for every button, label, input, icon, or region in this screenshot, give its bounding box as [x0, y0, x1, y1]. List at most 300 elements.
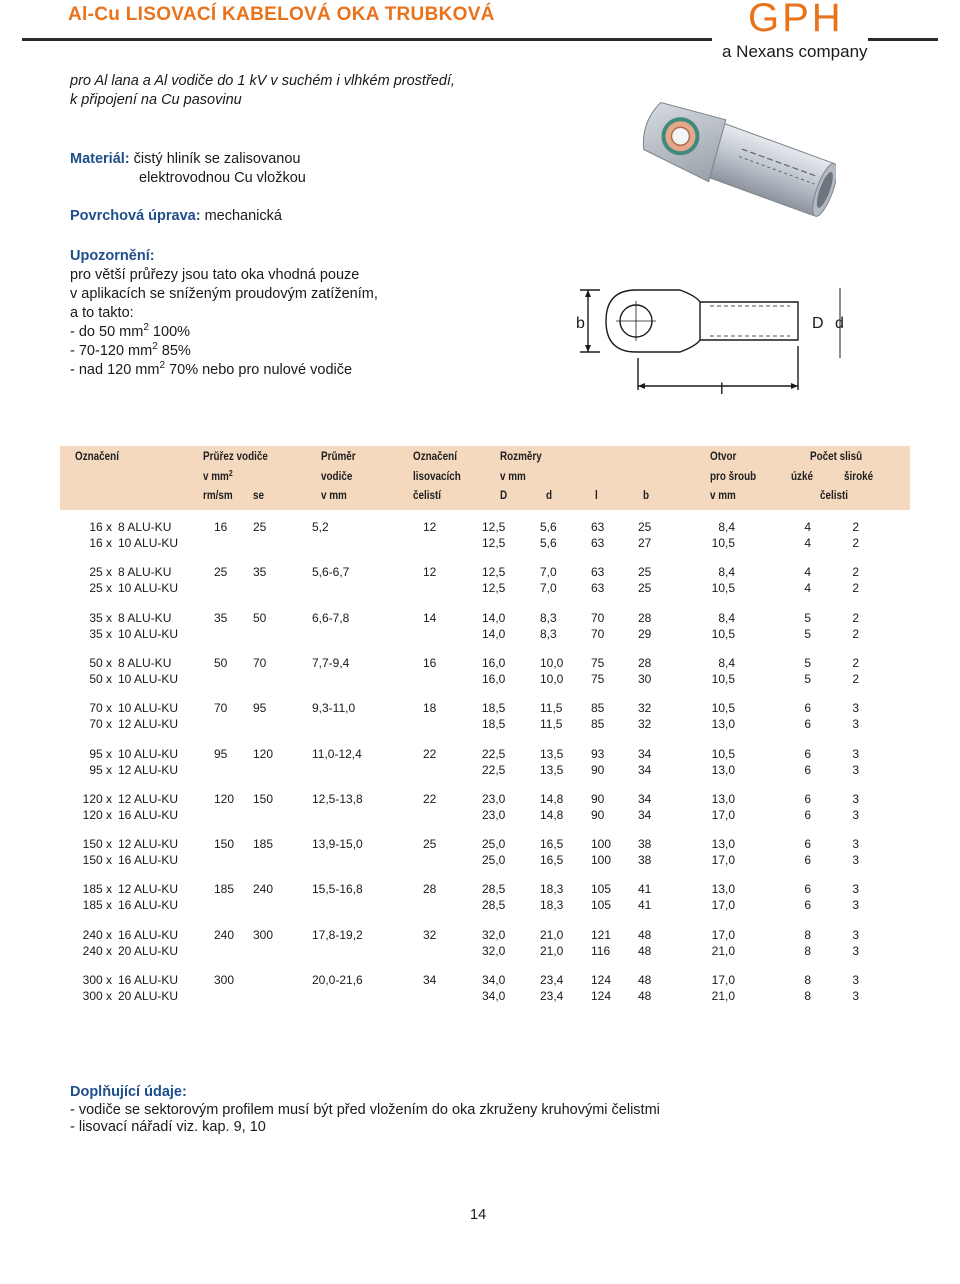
- table-row: [0, 792, 960, 808]
- cell-d: 14,8: [540, 791, 564, 806]
- cell-siroke: 2: [852, 626, 859, 641]
- cell-rm-sm: 25: [214, 565, 228, 580]
- cell-D: 23,0: [482, 791, 506, 806]
- intro-text: [70, 72, 455, 110]
- cell-D: 28,5: [482, 882, 506, 897]
- cell-D: 16,0: [482, 671, 506, 686]
- cell-size: 120 x: [82, 791, 112, 806]
- cell-D: 22,5: [482, 762, 506, 777]
- cell-otvor: 10,5: [711, 701, 735, 716]
- cell-size: 25 x: [89, 565, 112, 580]
- cell-type: 16 ALU-KU: [118, 898, 179, 913]
- cell-b: 48: [638, 989, 652, 1003]
- cell-otvor: 17,0: [711, 807, 735, 822]
- cell-rm-sm: 35: [214, 610, 228, 625]
- cell-celisti: 14: [423, 610, 437, 625]
- cell-type: 12 ALU-KU: [118, 762, 179, 777]
- th-otvor-unit: v mm: [710, 490, 736, 502]
- cell-siroke: 2: [852, 520, 859, 534]
- cell-d: 8,3: [540, 626, 557, 641]
- cell-rm-sm: 300: [214, 973, 235, 987]
- cell-l: 116: [591, 943, 611, 958]
- cell-celisti: 16: [423, 655, 437, 670]
- table-row: [0, 611, 960, 627]
- table-row: [0, 717, 960, 733]
- cell-b: 48: [638, 973, 652, 987]
- cell-d: 16,5: [540, 837, 564, 852]
- cell-siroke: 2: [852, 655, 859, 670]
- warning-item-2: - 70-120 $mm^2$ 85%: [70, 341, 191, 359]
- cell-D: 23,0: [482, 807, 506, 822]
- cell-b: 25: [638, 565, 652, 580]
- cell-siroke: 2: [852, 671, 859, 686]
- cell-d: 8,3: [540, 610, 557, 625]
- cell-size: 95 x: [89, 746, 112, 761]
- cell-prumer: 5,2: [312, 520, 329, 534]
- cell-uzke: 5: [804, 626, 811, 641]
- cell-type: 20 ALU-KU: [118, 943, 179, 958]
- cell-b: 25: [638, 581, 652, 596]
- table-row: [0, 581, 960, 597]
- cell-d: 11,5: [540, 701, 563, 716]
- table-row: [0, 520, 960, 536]
- cell-se: 35: [253, 565, 267, 580]
- cell-b: 41: [638, 882, 652, 897]
- cell-prumer: 15,5-16,8: [312, 882, 363, 897]
- cell-uzke: 5: [804, 610, 811, 625]
- cell-uzke: 8: [804, 943, 811, 958]
- th-D: D: [500, 490, 508, 502]
- cell-otvor: 10,5: [711, 626, 735, 641]
- cell-type: 8 ALU-KU: [118, 565, 172, 580]
- cell-uzke: 4: [804, 536, 811, 550]
- cell-type: 20 ALU-KU: [118, 989, 179, 1003]
- cell-uzke: 5: [804, 655, 811, 670]
- cell-otvor: 13,0: [711, 791, 735, 806]
- cell-D: 12,5: [482, 536, 506, 550]
- cell-size: 16 x: [89, 520, 112, 534]
- cell-size: 16 x: [89, 536, 112, 550]
- cell-l: 121: [591, 927, 612, 942]
- cell-rm-sm: 50: [214, 655, 228, 670]
- cell-siroke: 3: [852, 882, 859, 897]
- table-header: [60, 446, 910, 510]
- cell-D: 12,5: [482, 520, 506, 534]
- cell-celisti: 32: [423, 927, 437, 942]
- cell-otvor: 10,5: [711, 536, 735, 550]
- extra-line-2: - lisovací nářadí viz. kap. 9, 10: [70, 1119, 266, 1135]
- cell-b: 41: [638, 898, 652, 913]
- cell-type: 8 ALU-KU: [118, 610, 172, 625]
- cell-D: 25,0: [482, 837, 506, 852]
- cell-type: 16 ALU-KU: [118, 927, 179, 942]
- th-rozmery-unit: v mm: [500, 471, 526, 483]
- cell-siroke: 2: [852, 581, 859, 596]
- cell-type: 10 ALU-KU: [118, 536, 179, 550]
- th-se: se: [253, 490, 265, 502]
- cell-d: 5,6: [540, 536, 557, 550]
- cell-d: 7,0: [540, 581, 557, 596]
- cell-D: 12,5: [482, 565, 506, 580]
- cell-otvor: 21,0: [711, 989, 735, 1003]
- table-row: [0, 989, 960, 1005]
- cell-siroke: 3: [852, 762, 859, 777]
- cell-se: 120: [253, 746, 274, 761]
- cell-l: 93: [591, 746, 605, 761]
- warning-block: [70, 247, 378, 380]
- cell-uzke: 6: [804, 701, 811, 716]
- cell-celisti: 12: [423, 565, 437, 580]
- cell-uzke: 4: [804, 565, 811, 580]
- cell-siroke: 3: [852, 898, 859, 913]
- brand-logo: GPH: [748, 0, 844, 40]
- cell-l: 70: [591, 610, 605, 625]
- table-row: [0, 747, 960, 763]
- cell-siroke: 3: [852, 973, 859, 987]
- cell-type: 10 ALU-KU: [118, 746, 179, 761]
- cell-size: 95 x: [89, 762, 112, 777]
- cell-rm-sm: 150: [214, 837, 235, 852]
- th-pocet-slisu: Počet slisů: [810, 451, 863, 463]
- cell-otvor: 17,0: [711, 853, 735, 868]
- cell-prumer: 20,0-21,6: [312, 973, 363, 987]
- table-row: [0, 656, 960, 672]
- cell-D: 12,5: [482, 581, 506, 596]
- cell-b: 38: [638, 853, 652, 868]
- intro-line-2: k připojení na Cu pasovinu: [70, 92, 242, 108]
- cell-size: 150 x: [82, 837, 112, 852]
- cell-size: 150 x: [82, 853, 112, 868]
- cell-size: 70 x: [89, 701, 112, 716]
- cell-b: 48: [638, 927, 652, 942]
- cell-size: 185 x: [82, 882, 112, 897]
- cell-rm-sm: 120: [214, 791, 235, 806]
- cell-celisti: 28: [423, 882, 437, 897]
- cell-se: 185: [253, 837, 274, 852]
- cell-siroke: 2: [852, 536, 859, 550]
- warning-item-1: - do 50 $mm^2$ 100%: [70, 322, 191, 340]
- extra-line-1: - vodiče se sektorovým profilem musí být před vložením do oka zkruženy kruhovými čelistmi: [70, 1102, 660, 1118]
- warning-line-3: a to takto:: [70, 305, 134, 321]
- table-row: [0, 853, 960, 869]
- cell-otvor: 21,0: [711, 943, 735, 958]
- brand-tagline: a Nexans company: [722, 42, 868, 61]
- cell-b: 30: [638, 671, 652, 686]
- table-row: [0, 565, 960, 581]
- cell-type: 10 ALU-KU: [118, 701, 179, 716]
- cell-rm-sm: 16: [214, 520, 228, 534]
- extra-label: Doplňující údaje:: [70, 1084, 187, 1100]
- cell-D: 14,0: [482, 626, 506, 641]
- th-prumer: Průměr: [321, 451, 356, 463]
- cell-otvor: 10,5: [711, 671, 735, 686]
- cell-b: 34: [638, 746, 652, 761]
- table-row: [0, 898, 960, 914]
- title-rule: [22, 38, 712, 41]
- cell-otvor: 10,5: [711, 746, 735, 761]
- material-label: Materiál:: [70, 151, 130, 167]
- cell-d: 13,5: [540, 746, 564, 761]
- cell-otvor: 13,0: [711, 837, 735, 852]
- cell-celisti: 18: [423, 701, 437, 716]
- cell-l: 105: [591, 898, 612, 913]
- cell-siroke: 3: [852, 746, 859, 761]
- cell-b: 34: [638, 807, 652, 822]
- cell-d: 21,0: [540, 927, 564, 942]
- page-number: 14: [470, 1207, 487, 1223]
- cell-prumer: 9,3-11,0: [312, 701, 356, 716]
- cell-b: 34: [638, 762, 652, 777]
- cell-b: 38: [638, 837, 652, 852]
- brand-rule: [868, 38, 938, 41]
- table-row: [0, 928, 960, 944]
- cell-size: 50 x: [89, 655, 112, 670]
- cell-d: 21,0: [540, 943, 564, 958]
- cell-size: 240 x: [82, 927, 112, 942]
- cell-rm-sm: 70: [214, 701, 228, 716]
- cell-b: 32: [638, 701, 652, 716]
- cell-prumer: 13,9-15,0: [312, 837, 363, 852]
- table-row: [0, 973, 960, 989]
- cell-l: 90: [591, 791, 605, 806]
- cell-size: 25 x: [89, 581, 112, 596]
- cell-rm-sm: 240: [214, 927, 235, 942]
- cell-uzke: 6: [804, 807, 811, 822]
- table-row: [0, 627, 960, 643]
- cell-siroke: 2: [852, 610, 859, 625]
- th-prurez: Průřez vodiče: [203, 451, 268, 463]
- th-oznaceni: Označení: [75, 451, 119, 463]
- cell-se: 50: [253, 610, 267, 625]
- cell-uzke: 8: [804, 973, 811, 987]
- cell-otvor: 17,0: [711, 973, 735, 987]
- dim-d-label: d: [835, 315, 844, 332]
- cell-type: 8 ALU-KU: [118, 655, 172, 670]
- cell-prumer: 7,7-9,4: [312, 655, 350, 670]
- cell-se: 95: [253, 701, 267, 716]
- table-row: [0, 536, 960, 552]
- th-uzke: úzké: [791, 471, 813, 483]
- material-line-2: elektrovodnou Cu vložkou: [139, 170, 306, 186]
- cell-l: 70: [591, 626, 605, 641]
- cell-otvor: 17,0: [711, 927, 735, 942]
- cell-b: 29: [638, 626, 652, 641]
- warning-label: Upozornění:: [70, 248, 155, 264]
- cell-D: 32,0: [482, 943, 506, 958]
- cell-l: 63: [591, 565, 605, 580]
- cell-siroke: 3: [852, 807, 859, 822]
- cell-siroke: 3: [852, 791, 859, 806]
- cell-otvor: 17,0: [711, 898, 735, 913]
- cell-siroke: 3: [852, 927, 859, 942]
- cell-b: 34: [638, 791, 652, 806]
- dim-D-label: D: [812, 315, 824, 332]
- th-otvor: Otvor: [710, 451, 737, 463]
- cell-size: 35 x: [89, 610, 112, 625]
- cell-l: 85: [591, 701, 605, 716]
- cell-d: 14,8: [540, 807, 564, 822]
- cell-uzke: 6: [804, 898, 811, 913]
- intro-line-1: pro Al lana a Al vodiče do 1 kV v suchém i vlhkém prostředí,: [70, 73, 455, 89]
- cell-siroke: 3: [852, 837, 859, 852]
- cell-se: 25: [253, 520, 267, 534]
- cell-prumer: 12,5-13,8: [312, 791, 363, 806]
- cell-uzke: 8: [804, 927, 811, 942]
- cell-l: 75: [591, 655, 605, 670]
- cell-l: 105: [591, 882, 612, 897]
- table-row: [0, 882, 960, 898]
- cell-type: 12 ALU-KU: [118, 791, 179, 806]
- cell-l: 63: [591, 536, 605, 550]
- cell-celisti: 25: [423, 837, 437, 852]
- cell-celisti: 22: [423, 746, 437, 761]
- table-row: [0, 763, 960, 779]
- cell-size: 300 x: [82, 989, 112, 1003]
- cell-uzke: 6: [804, 791, 811, 806]
- cell-d: 18,3: [540, 882, 564, 897]
- cell-b: 25: [638, 520, 652, 534]
- cell-celisti: 22: [423, 791, 437, 806]
- cell-prumer: 11,0-12,4: [312, 746, 362, 761]
- cell-type: 10 ALU-KU: [118, 671, 179, 686]
- surface-text: mechanická: [200, 208, 282, 224]
- cell-uzke: 4: [804, 581, 811, 596]
- cell-uzke: 6: [804, 837, 811, 852]
- cell-type: 12 ALU-KU: [118, 882, 179, 897]
- cell-D: 25,0: [482, 853, 506, 868]
- cell-d: 11,5: [540, 717, 563, 732]
- cell-prumer: 5,6-6,7: [312, 565, 350, 580]
- cell-otvor: 8,4: [718, 655, 735, 670]
- th-vodice: vodiče: [321, 471, 353, 483]
- table-row: [0, 808, 960, 824]
- dim-b-label: b: [576, 315, 585, 332]
- th-celisti-2: čelisti: [820, 490, 849, 502]
- cell-l: 124: [591, 989, 612, 1003]
- cell-l: 100: [591, 837, 612, 852]
- cell-l: 100: [591, 853, 612, 868]
- cell-se: 300: [253, 927, 274, 942]
- cell-D: 28,5: [482, 898, 506, 913]
- cell-l: 124: [591, 973, 612, 987]
- cell-size: 35 x: [89, 626, 112, 641]
- cell-b: 27: [638, 536, 652, 550]
- cell-siroke: 3: [852, 943, 859, 958]
- cell-d: 13,5: [540, 762, 564, 777]
- th-prurez-unit: v $mm^2$: [203, 469, 233, 483]
- th-celisti: čelistí: [413, 490, 442, 502]
- dim-l-label: l: [720, 381, 724, 396]
- cell-otvor: 8,4: [718, 565, 735, 580]
- cell-celisti: 12: [423, 520, 437, 534]
- cell-uzke: 6: [804, 762, 811, 777]
- cell-type: 16 ALU-KU: [118, 973, 179, 987]
- cell-D: 16,0: [482, 655, 506, 670]
- cell-size: 240 x: [82, 943, 112, 958]
- th-pro-sroub: pro šroub: [710, 471, 757, 483]
- cell-D: 18,5: [482, 701, 506, 716]
- cell-d: 23,4: [540, 989, 564, 1003]
- cell-size: 300 x: [82, 973, 112, 987]
- cell-uzke: 6: [804, 882, 811, 897]
- th-d: d: [546, 490, 553, 502]
- cell-siroke: 2: [852, 565, 859, 580]
- cell-siroke: 3: [852, 717, 859, 732]
- cell-l: 63: [591, 581, 605, 596]
- th-lisovacich: lisovacích: [413, 471, 461, 483]
- cell-otvor: 10,5: [711, 581, 735, 596]
- cell-se: 70: [253, 655, 267, 670]
- cell-size: 120 x: [82, 807, 112, 822]
- cell-otvor: 8,4: [718, 610, 735, 625]
- warning-line-1: pro větší průřezy jsou tato oka vhodná pouze: [70, 267, 360, 283]
- cell-type: 16 ALU-KU: [118, 853, 179, 868]
- cell-size: 185 x: [82, 898, 112, 913]
- cell-b: 32: [638, 717, 652, 732]
- cell-d: 18,3: [540, 898, 564, 913]
- cell-celisti: 34: [423, 973, 437, 987]
- cell-otvor: 8,4: [718, 520, 735, 534]
- cell-siroke: 3: [852, 989, 859, 1003]
- warning-line-2: v aplikacích se sníženým proudovým zatížením,: [70, 286, 378, 302]
- cell-se: 150: [253, 791, 274, 806]
- th-oznaceni-2: Označení: [413, 451, 457, 463]
- table-row: [0, 944, 960, 960]
- cell-l: 85: [591, 717, 605, 732]
- cell-siroke: 3: [852, 853, 859, 868]
- cell-d: 10,0: [540, 655, 564, 670]
- cell-size: 50 x: [89, 671, 112, 686]
- cell-type: 8 ALU-KU: [118, 520, 172, 534]
- cell-rm-sm: 185: [214, 882, 235, 897]
- th-rozmery: Rozměry: [500, 451, 542, 463]
- cell-uzke: 6: [804, 853, 811, 868]
- surface-label: Povrchová úprava:: [70, 208, 201, 224]
- cell-l: 90: [591, 762, 605, 777]
- cell-otvor: 13,0: [711, 882, 735, 897]
- th-rm-sm: rm/sm: [203, 490, 233, 502]
- cell-type: 12 ALU-KU: [118, 837, 179, 852]
- th-l: l: [595, 490, 598, 502]
- cell-type: 12 ALU-KU: [118, 717, 179, 732]
- th-prumer-unit: v mm: [321, 490, 347, 502]
- cell-d: 23,4: [540, 973, 564, 987]
- cell-prumer: 17,8-19,2: [312, 927, 363, 942]
- cell-D: 34,0: [482, 973, 506, 987]
- cell-prumer: 6,6-7,8: [312, 610, 350, 625]
- cell-D: 18,5: [482, 717, 506, 732]
- cell-se: 240: [253, 882, 274, 897]
- cell-D: 32,0: [482, 927, 506, 942]
- cell-uzke: 6: [804, 746, 811, 761]
- cell-b: 28: [638, 655, 652, 670]
- cell-uzke: 5: [804, 671, 811, 686]
- cell-rm-sm: 95: [214, 746, 228, 761]
- cell-l: 63: [591, 520, 605, 534]
- warning-item-3: - nad 120 $mm^2$ 70% nebo pro nulové vodiče: [70, 360, 353, 378]
- table-row: [0, 701, 960, 717]
- table-row: [0, 837, 960, 853]
- cell-uzke: 4: [804, 520, 811, 534]
- cell-otvor: 13,0: [711, 717, 735, 732]
- material-text: čistý hliník se zalisovanou: [129, 151, 301, 167]
- cell-type: 10 ALU-KU: [118, 626, 179, 641]
- cell-D: 22,5: [482, 746, 506, 761]
- cell-b: 48: [638, 943, 652, 958]
- cell-uzke: 8: [804, 989, 811, 1003]
- cell-l: 90: [591, 807, 605, 822]
- cell-siroke: 3: [852, 701, 859, 716]
